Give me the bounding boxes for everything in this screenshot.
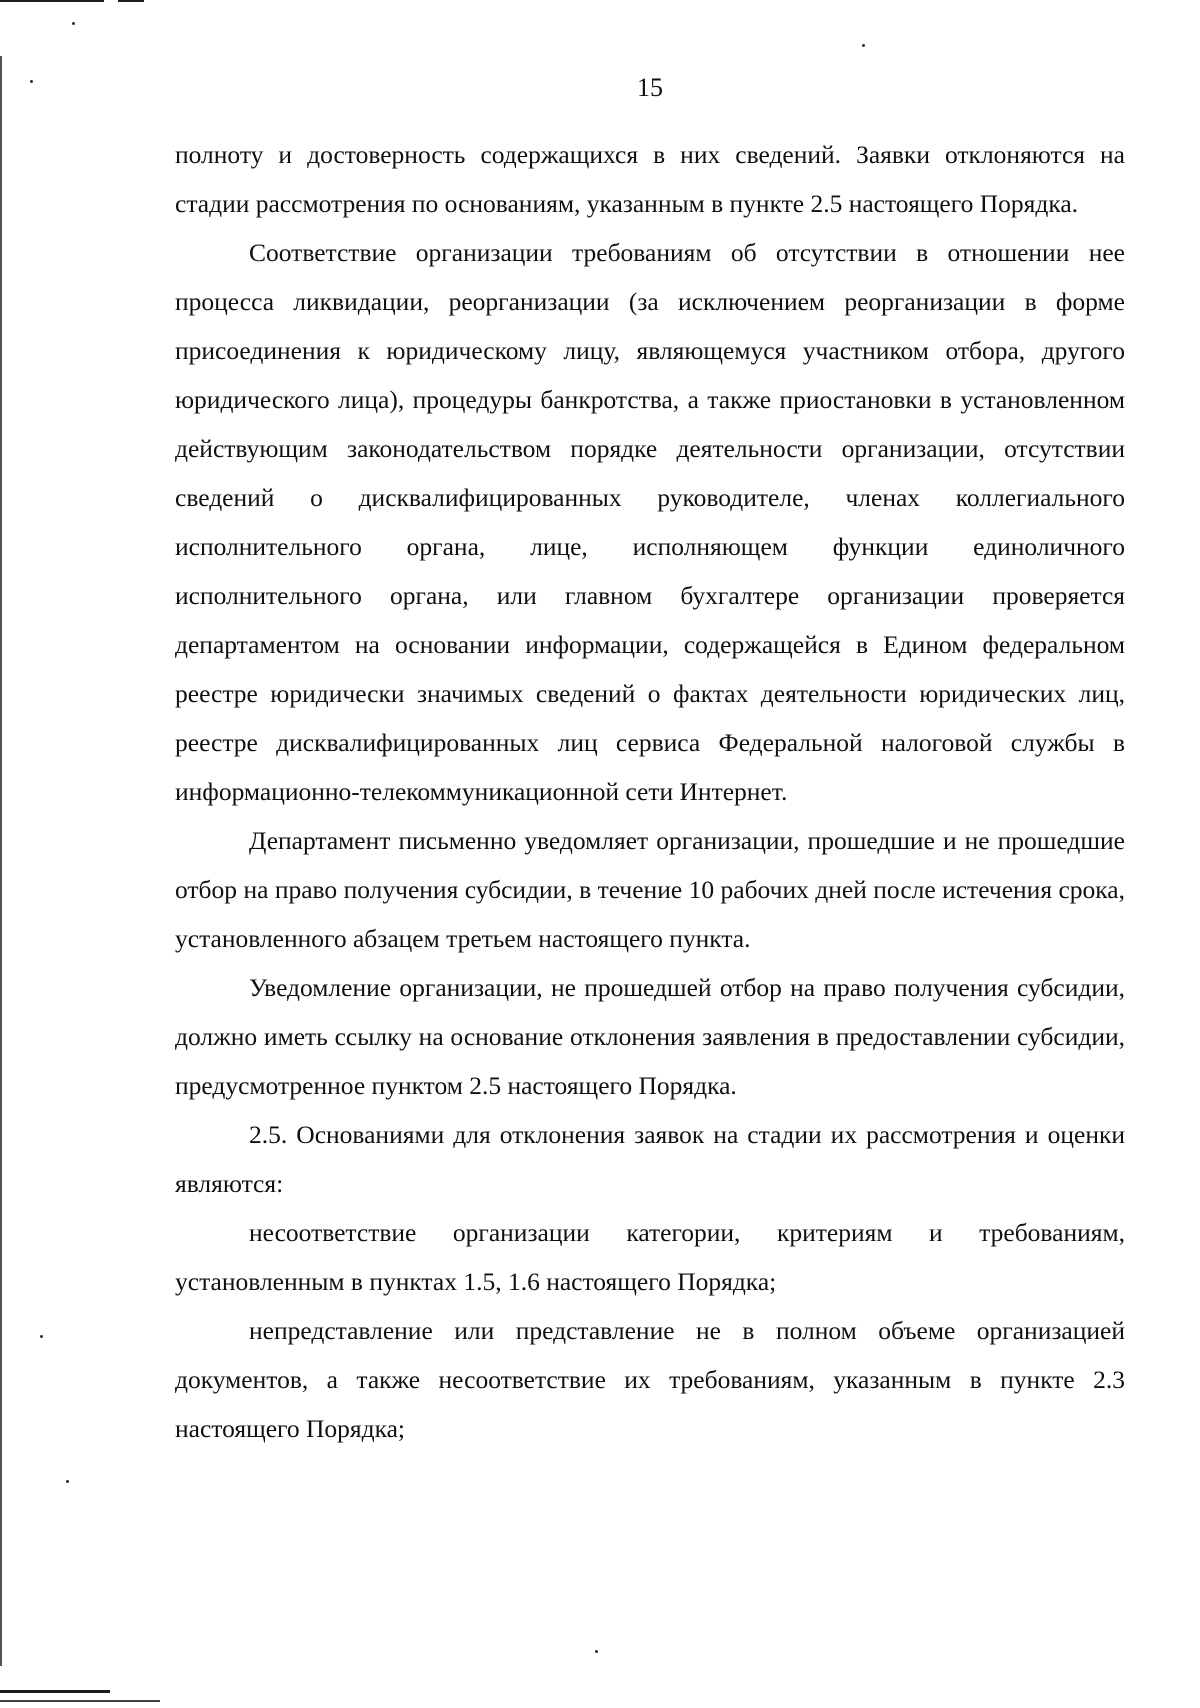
paragraph: Уведомление организации, не прошедшей отбор на право получения субсидии, должно иметь ссылку на основание отклонения заявления в предоставлении субсидии, предусмотренное пунктом 2.5 настоящего Порядка. [175,973,1125,1100]
scan-speck [66,1480,69,1483]
paragraph: Департамент письменно уведомляет организации, прошедшие и не прошедшие отбор на право получения субсидии, в течение 10 рабочих дней после истечения срока, установленного абзацем третьем настоящего пункта. [175,826,1125,953]
scan-edge-line [0,56,2,1666]
section-heading-paragraph: 2.5. Основаниями для отклонения заявок на стадии их рассмотрения и оценки являются: [175,1120,1125,1198]
scan-speck [862,44,865,47]
scan-edge-mark [0,0,104,2]
page-number: 15 [637,73,663,102]
scan-edge-mark [0,1690,110,1693]
scan-edge-mark [0,1700,160,1702]
scan-speck [40,1335,43,1338]
scan-speck [72,22,75,25]
paragraph: Соответствие организации требованиям об отсутствии в отношении нее процесса ликвидации, реорганизации (за исключением реорганизации в форме присоединения к юридическому лицу, являющемуся участником отбора, другого юридического лица), процедуры банкротства, а также приостановки в установленном действующим законодательством порядке деятельности организации, отсутствии сведений о дисквалифицированных руководителе, членах коллегиального исполнительного органа, лице, исполняющем функции единоличного исполнительного органа, или главном бухгалтере организации проверяется департаментом на основании информации, содержащейся в Едином федеральном реестре юридически значимых сведений о фактах деятельности юридических лиц, реестре дисквалифицированных лиц сервиса Федеральной налоговой службы в информационно-телекоммуникационной сети Интернет. [175,238,1125,806]
list-item: непредставление или представление не в полном объеме организацией документов, а также несоответствие их требованиям, указанным в пункте 2.3 настоящего Порядка; [175,1316,1125,1443]
document-body [175,130,1125,1453]
paragraph: полноту и достоверность содержащихся в них сведений. Заявки отклоняются на стадии рассмотрения по основаниям, указанным в пункте 2.5 настоящего Порядка. [175,140,1125,218]
list-item: несоответствие организации категории, критериям и требованиям, установленным в пунктах 1.5, 1.6 настоящего Порядка; [175,1218,1125,1296]
scan-speck [595,1650,598,1653]
scan-edge-mark [118,0,144,2]
